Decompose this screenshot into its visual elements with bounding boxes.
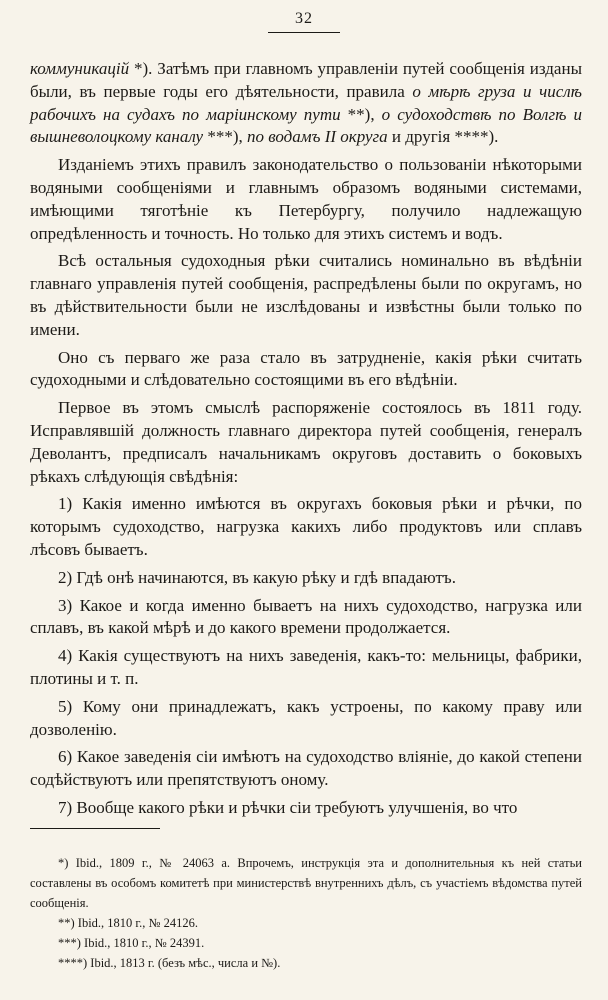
italic-title: о мѣрѣ груза и числѣ рабочихъ на судахъ по маріинскому пути bbox=[30, 81, 582, 124]
paragraph: Первое въ этомъ смыслѣ распоряженіе состоялось въ 1811 году. Исправлявшій должность главнаго директора путей сообщенія, генералъ Деволантъ, предписалъ начальникамъ округовъ доставить о боковыхъ рѣкахъ слѣдующія свѣдѣнія: bbox=[30, 398, 582, 486]
footnote: ****) Ibid., 1813 г. (безъ мѣс., числа и №). bbox=[58, 956, 281, 970]
list-item: 5) Кому они принадлежатъ, какъ устроены, по какому праву или дозволенію. bbox=[30, 696, 582, 739]
italic-title: о судоходствѣ по Волгѣ и вышневолоцкому каналу bbox=[30, 104, 582, 147]
footnote: ***) Ibid., 1810 г., № 24391. bbox=[58, 936, 205, 950]
page-number: 32 bbox=[295, 10, 313, 27]
text-run: **), bbox=[340, 104, 382, 124]
page-number-underline bbox=[268, 32, 340, 33]
text-run: и другія ****). bbox=[387, 127, 499, 147]
paragraph: Всѣ остальныя судоходныя рѣки считались номинально въ вѣдѣніи главнаго управленія путей сообщенія, распредѣлены были по округамъ, но въ дѣйствительности были не изслѣдованы и извѣстны были только по имени. bbox=[30, 251, 582, 339]
footnotes bbox=[30, 853, 582, 973]
list-item: 1) Какія именно имѣются въ округахъ боковыя рѣки и рѣчки, по которымъ судоходство, нагрузка какихъ либо продуктовъ или сплавъ лѣсовъ бываетъ. bbox=[30, 494, 582, 559]
paragraph-continuation bbox=[30, 58, 582, 149]
paragraph: Оно съ перваго же раза стало въ затрудненіе, какія рѣки считать судоходными и слѣдовательно состоящими въ его вѣдѣніи. bbox=[30, 347, 582, 390]
paragraph: Изданіемъ этихъ правилъ законодательство о пользованіи нѣкоторыми водяными сообщеніями и главнымъ образомъ водяными системами, имѣющими тяготѣніе къ Петербургу, получило надлежащую опредѣленность и точность. Но только для этихъ системъ и водъ. bbox=[30, 155, 582, 243]
list-item: 6) Какое заведенія сіи имѣютъ на судоходство вліяніе, до какой степени содѣйствуютъ или препятствуютъ оному. bbox=[30, 747, 582, 790]
italic-term: коммуникацій bbox=[30, 59, 130, 78]
list-item: 7) Вообще какого рѣки и рѣчки сіи требуютъ улучшенія, во что bbox=[58, 797, 518, 817]
italic-title: по водамъ II округа bbox=[246, 127, 388, 147]
list-item: 3) Какое и когда именно бываетъ на нихъ судоходство, нагрузка или сплавъ, въ какой мѣрѣ и до какого времени продолжается. bbox=[30, 595, 582, 638]
footnote: *) Ibid., 1809 г., № 24063 а. Впрочемъ, инструкція эта и дополнительныя къ ней статьи составлены въ особомъ комитетѣ при министерствѣ внутреннихъ дѣлъ, съ участіемъ вѣдомства путей сообщенія. bbox=[30, 856, 582, 910]
footnote: **) Ibid., 1810 г., № 24126. bbox=[58, 916, 198, 930]
main-text bbox=[30, 58, 582, 825]
list-item: 2) Гдѣ онѣ начинаются, въ какую рѣку и гдѣ впадаютъ. bbox=[58, 567, 456, 587]
footnote-separator bbox=[30, 828, 160, 829]
list-item: 4) Какія существуютъ на нихъ заведенія, какъ-то: мельницы, фабрики, плотины и т. п. bbox=[30, 646, 582, 688]
text-run: ***), bbox=[203, 127, 247, 147]
text-run: *). Затѣмъ при главномъ управленіи путей сообщенія изданы были, въ первые годы его дѣятельности, правила bbox=[30, 59, 582, 101]
